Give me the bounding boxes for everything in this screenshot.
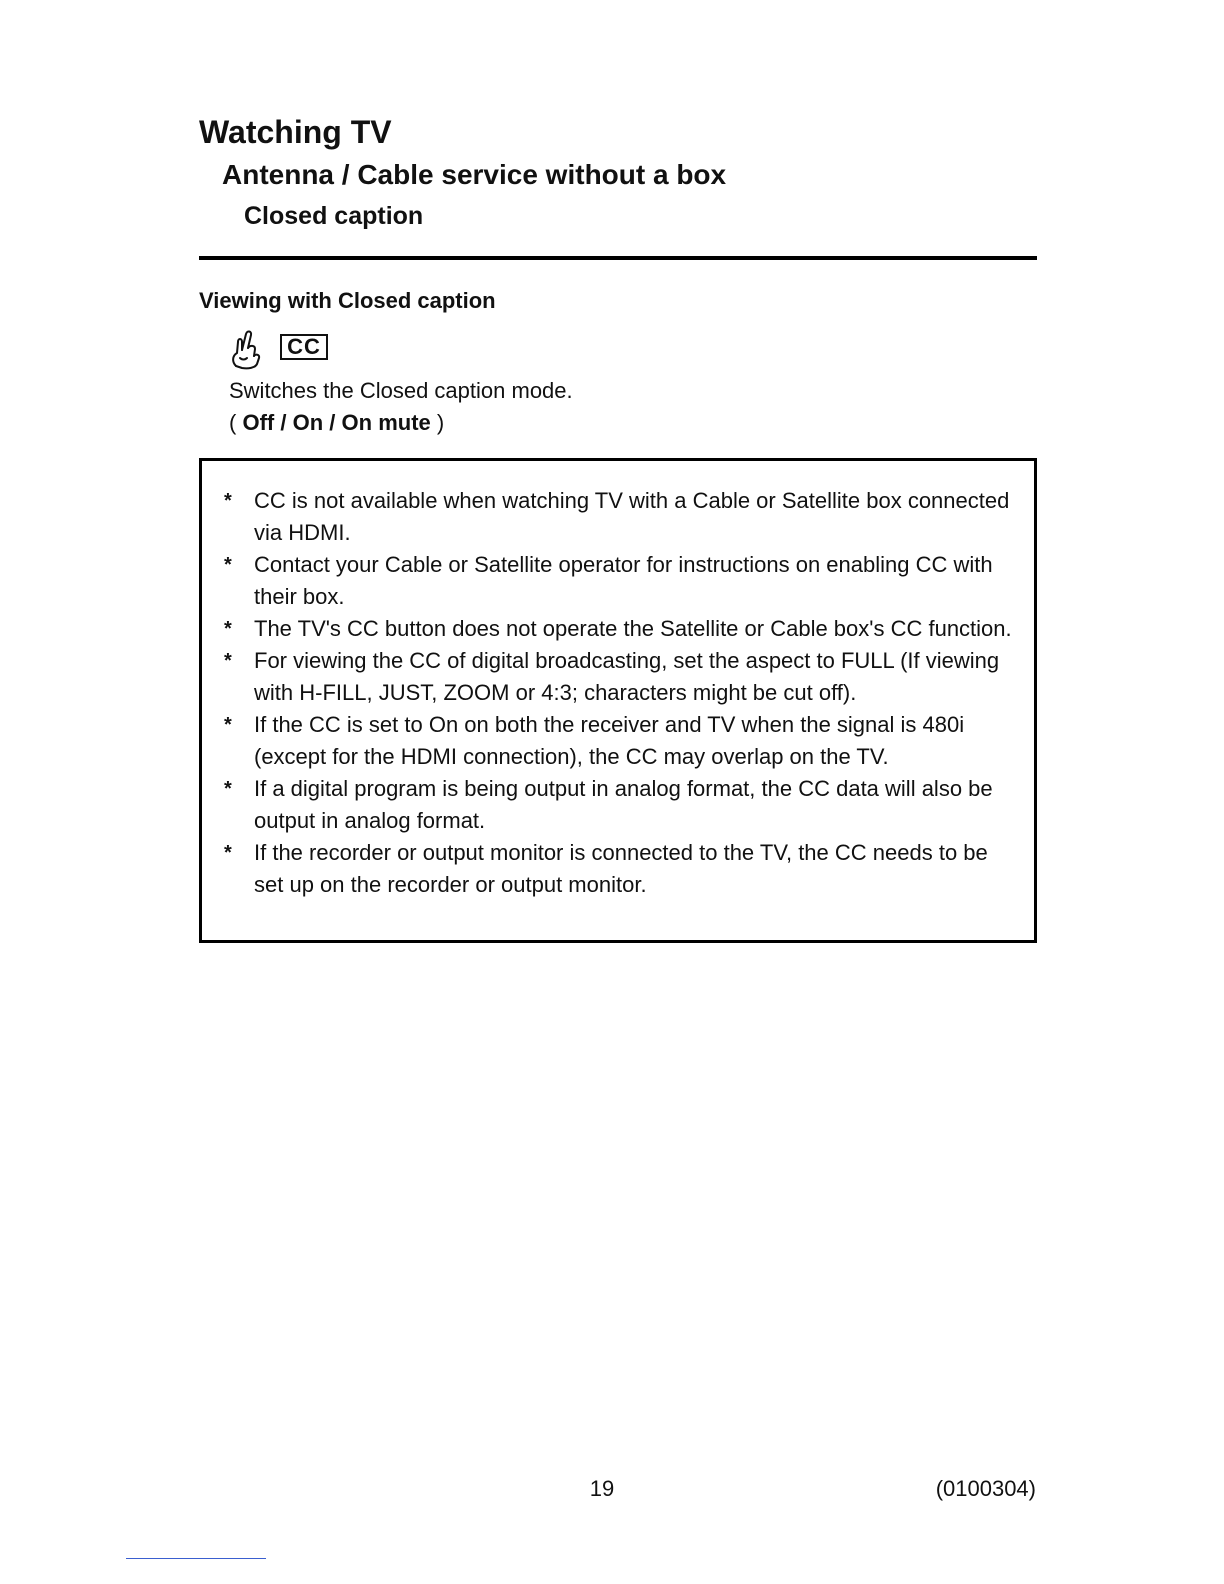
section-heading: Viewing with Closed caption: [199, 288, 496, 313]
bullet-icon: *: [224, 554, 232, 576]
bullet-icon: *: [224, 714, 232, 736]
modes-close-paren: ): [436, 410, 445, 435]
page-title: Watching TV: [199, 114, 392, 150]
note-text: If the recorder or output monitor is connected to the TV, the CC needs to be set up on the recorder or output monitor.: [254, 840, 988, 897]
note-item: [224, 485, 1014, 549]
footer-divider: [126, 1558, 266, 1559]
cc-modes: [229, 408, 444, 438]
note-item: [224, 645, 1014, 709]
mode-on: On: [292, 410, 324, 435]
bullet-icon: *: [224, 778, 232, 800]
note-item: [224, 549, 1014, 613]
remote-hand-icon: [228, 328, 268, 370]
modes-open-paren: (: [229, 410, 237, 435]
note-item: [224, 773, 1014, 837]
note-item: [224, 709, 1014, 773]
mode-on-mute: On mute: [341, 410, 431, 435]
note-text: If a digital program is being output in analog format, the CC data will also be output in analog format.: [254, 776, 993, 833]
page-subtitle: Antenna / Cable service without a box: [222, 159, 727, 190]
note-text: For viewing the CC of digital broadcasting, set the aspect to FULL (If viewing with H-FILL, JUST, ZOOM or 4:3; characters might be cut off).: [254, 648, 1000, 705]
mode-separator: /: [329, 410, 336, 435]
notes-box: [199, 458, 1037, 943]
bullet-icon: *: [224, 490, 232, 512]
page-number: 19: [589, 1476, 615, 1501]
note-item: [224, 837, 1014, 901]
notes-list: [224, 485, 1014, 901]
header-divider: [199, 256, 1037, 260]
bullet-icon: *: [224, 650, 232, 672]
cc-description: Switches the Closed caption mode.: [229, 378, 573, 403]
bullet-icon: *: [224, 842, 232, 864]
note-text: The TV's CC button does not operate the Satellite or Cable box's CC function.: [254, 616, 1012, 641]
note-text: If the CC is set to On on both the receiver and TV when the signal is 480i (except for the HDMI connection), the CC may overlap on the TV.: [254, 712, 965, 769]
cc-button-label: CC: [280, 334, 328, 360]
note-text: Contact your Cable or Satellite operator for instructions on enabling CC with their box.: [254, 552, 993, 609]
mode-separator: /: [280, 410, 287, 435]
note-text: CC is not available when watching TV with a Cable or Satellite box connected via HDMI.: [254, 488, 1010, 545]
document-code: (0100304): [935, 1476, 1036, 1501]
note-item: [224, 613, 1014, 645]
mode-off: Off: [242, 410, 275, 435]
bullet-icon: *: [224, 618, 232, 640]
topic-title: Closed caption: [244, 202, 424, 230]
